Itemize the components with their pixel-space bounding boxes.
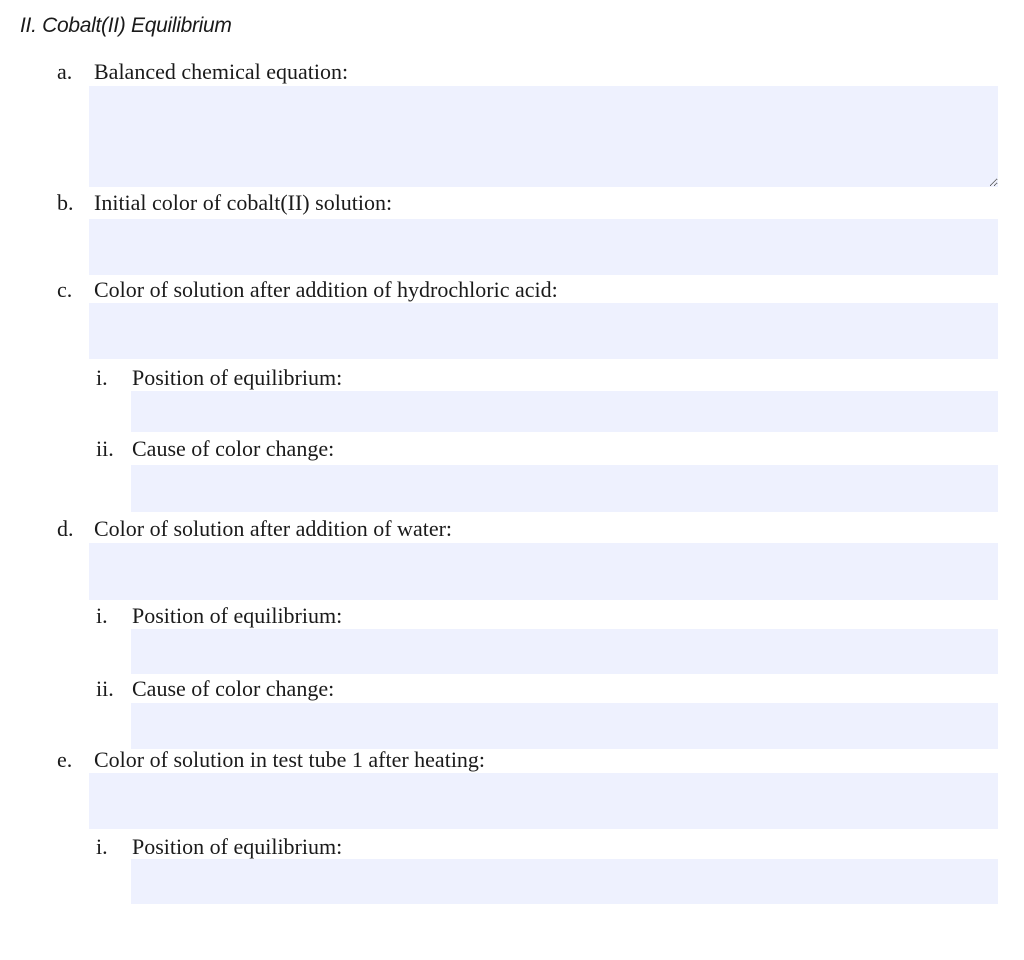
color-after-water-field[interactable] xyxy=(89,543,998,600)
subitem-marker: ii. xyxy=(96,436,114,461)
item-marker: b. xyxy=(57,190,74,215)
balanced-equation-field[interactable] xyxy=(89,86,998,187)
initial-color-field[interactable] xyxy=(89,219,998,275)
item-label: Color of solution after addition of hydrochloric acid: xyxy=(94,277,558,302)
subitem-label: Position of equilibrium: xyxy=(132,834,343,859)
subitem-marker: ii. xyxy=(96,676,114,701)
item-marker: c. xyxy=(57,277,73,302)
item-label: Balanced chemical equation: xyxy=(94,59,349,84)
item-label: Color of solution in test tube 1 after heating: xyxy=(94,747,486,772)
hcl-equilibrium-position-field[interactable] xyxy=(131,391,998,432)
water-color-change-cause-field[interactable] xyxy=(131,703,998,749)
subitem-label: Cause of color change: xyxy=(132,436,335,461)
item-label: Initial color of cobalt(II) solution: xyxy=(94,190,393,215)
item-marker: a. xyxy=(57,59,73,84)
item-marker: e. xyxy=(57,747,73,772)
item-marker: d. xyxy=(57,516,74,541)
color-after-hcl-field[interactable] xyxy=(89,303,998,359)
subitem-label: Position of equilibrium: xyxy=(132,365,343,390)
color-after-heating-field[interactable] xyxy=(89,773,998,829)
water-equilibrium-position-field[interactable] xyxy=(131,629,998,674)
section-title: II. Cobalt(II) Equilibrium xyxy=(20,14,232,37)
item-label: Color of solution after addition of water: xyxy=(94,516,453,541)
subitem-label: Position of equilibrium: xyxy=(132,603,343,628)
subitem-marker: i. xyxy=(96,834,108,859)
subitem-marker: i. xyxy=(96,365,108,390)
heating-equilibrium-position-field[interactable] xyxy=(131,859,998,904)
hcl-color-change-cause-field[interactable] xyxy=(131,465,998,512)
subitem-label: Cause of color change: xyxy=(132,676,335,701)
subitem-marker: i. xyxy=(96,603,108,628)
